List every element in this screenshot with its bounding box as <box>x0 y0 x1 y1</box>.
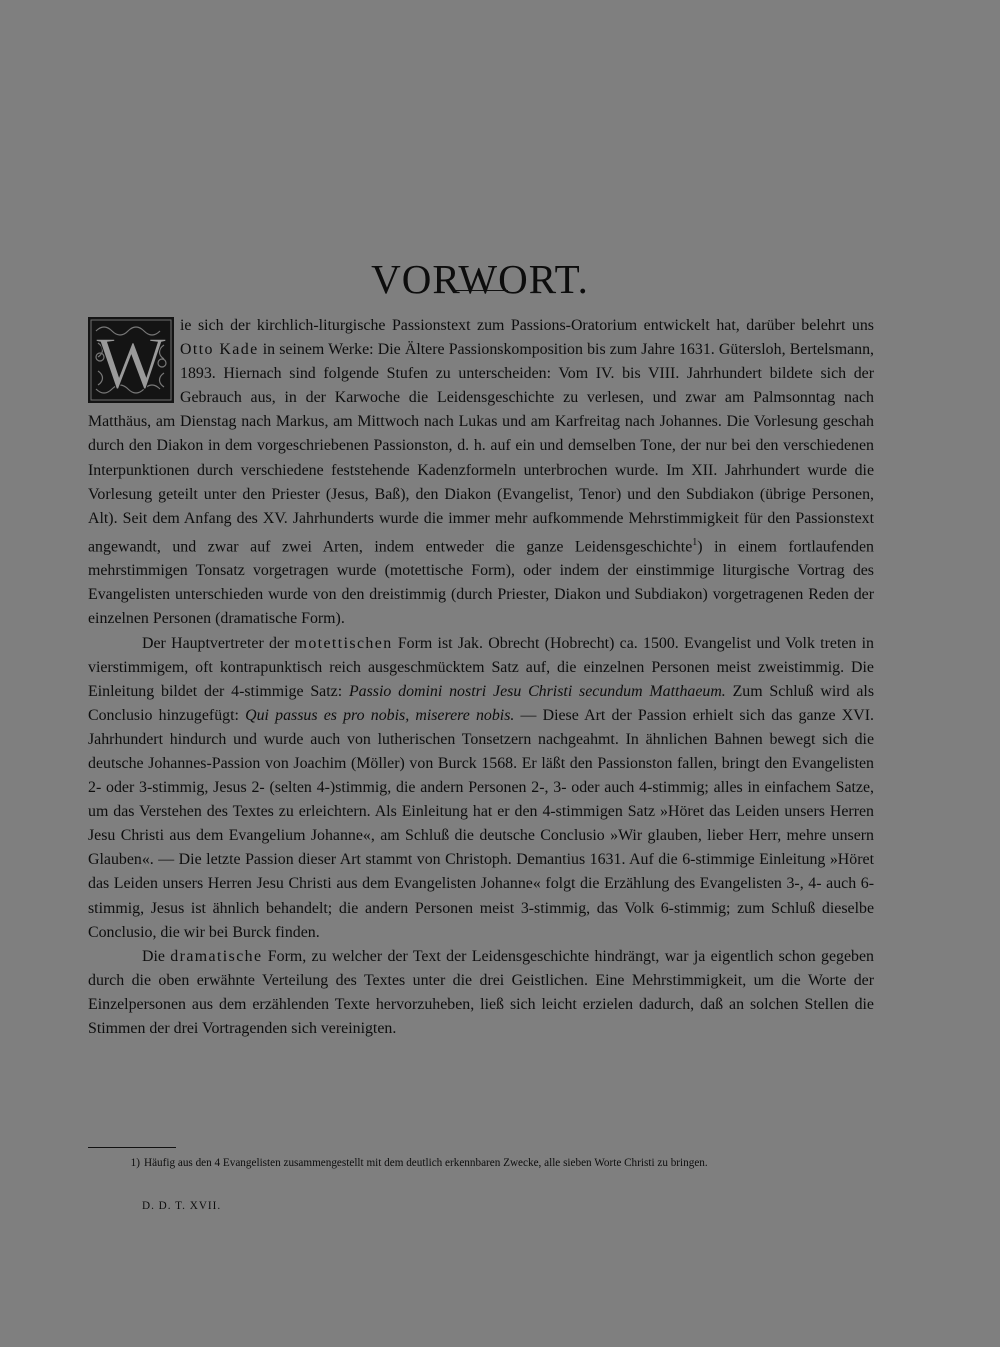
text-segment: Die <box>142 947 171 965</box>
text-segment: Zum Schluß wird als Conclusio hinzugefügt: <box>88 682 874 724</box>
text-segment: Otto Kade <box>180 341 259 359</box>
text-segment: Passio domini nostri Jesu Christi secundum Matthaeum. <box>348 682 726 700</box>
ornament-icon <box>88 317 174 403</box>
text-segment: Form ist Jak. Obrecht (Hobrecht) ca. 1500. Evangelist und Volk treten in vierstimmigem, oft kontrapunktisch reich ausgeschmücktem Satz auf, die einzelnen Personen meist zweistimmig. Die Einleitung bildet der 4-stimmige Satz: <box>88 634 874 700</box>
page-title: VORWORT. <box>371 256 589 303</box>
main-text <box>88 314 874 1041</box>
text-segment: dramatische <box>170 947 263 965</box>
text-segment: motettischen <box>294 634 393 652</box>
paragraph-1 <box>88 314 874 632</box>
signature-mark: D. D. T. XVII. <box>142 1200 222 1212</box>
paragraph-3 <box>88 945 874 1041</box>
initial-letter: W <box>96 323 166 403</box>
text-segment: Der Hauptvertreter der <box>142 634 295 652</box>
decorated-initial-w <box>88 317 174 403</box>
title-divider <box>452 290 508 291</box>
text-segment: — Diese Art der Passion erhielt sich das ganze XVI. Jahrhundert hindurch und wurde auch von lutherischen Tonsetzern nachgeahmt. In ähnlichen Bahnen bewegt sich die deutsche Johannes-Passion von Joachim (Möller) von Burck 1568. Er läßt den Passionston fallen, bringt den Evangelisten 2- oder 3-stimmig, Jesus 2- (selten 4-)stimmig, die andern Personen 2-, 3- oder auch 4-stimmig; alles in einfachem Satze, um das Verstehen des Textes zu erleichtern. Als Einleitung hat er den 4-stimmigen Satz »Höret das Leiden unsers Herren Jesu Christi aus dem Evangelium Johanne«, am Schluß die deutsche Conclusio »Wir glauben, lieber Herr, mehre unsern Glauben«. — Die letzte Passion dieser Art stammt von Christoph. Demantius 1631. Auf die 6-stimmige Einleitung »Höret das Leiden unsers Herren Jesu Christi aus dem Evangelisten Johanne« folgt die Erzählung des Evangelisten 3-, 4- auch 6-stimmig, Jesus ist ähnlich behandelt; die andern Personen meist 3-stimmig, das Volk 6-stimmig; zum Schluß dieselbe Conclusio, die wir bei Burck finden. <box>88 706 874 941</box>
text-segment: Qui passus es pro nobis, miserere nobis. <box>245 706 515 724</box>
paragraph-2 <box>88 632 874 945</box>
footnote-divider <box>88 1147 176 1148</box>
text-segment: 1 <box>692 536 698 548</box>
text-segment: ) in einem fortlaufenden mehrstimmigen Tonsatz vorgetragen wurde (motettische Form), oder indem der einstimmige liturgische Vortrag des Evangelisten unterschieden wurde von den dreistimmig (durch Priester, Diakon und Subdiakon) vorgetragenen Reden der einzelnen Personen (dramatische Form). <box>88 538 874 628</box>
text-segment: ie sich der kirchlich-liturgische Passionstext zum Passions-Oratorium entwickelt hat, darüber belehrt uns <box>180 317 874 334</box>
text-segment: in seinem Werke: Die Ältere Passionskomposition bis zum Jahre 1631. Gütersloh, Bertelsmann, 1893. Hiernach sind folgende Stufen zu unterscheiden: Vom IV. bis VIII. Jahrhundert bildete sich der Gebrauch aus, in der Karwoche die Leidensgeschichte zu verlesen, und zwar am Palmsonntag nach Matthäus, am Dienstag nach Markus, am Mittwoch nach Lukas und am Karfreitag nach Johannes. Die Vorlesung geschah durch den Diakon in dem vorgeschriebenen Passionston, d. h. auf ein und demselben Tone, der nur bei den verschiedenen Interpunktionen durch verschiedene feststehende Kadenzformeln unterbrochen wurde. Im XII. Jahrhundert wurde die Vorlesung geteilt unter den Priester (Jesus, Baß), den Diakon (Evangelist, Tenor) und den Subdiakon (übrige Personen, Alt). Seit dem Anfang des XV. Jahrhunderts wurde die immer mehr aufkommende Mehrstimmigkeit für den Passionstext angewandt, und zwar auf zwei Arten, indem entweder die ganze Leidensgeschichte <box>88 341 874 556</box>
text-segment: Form, zu welcher der Text der Leidensgeschichte hindrängt, war ja eigentlich schon gegeben durch die oben erwähnte Verteilung des Textes unter die drei Geistlichen. Eine Mehrstimmigkeit, um die Worte der Einzelpersonen aus dem erzählenden Texte hervorzuheben, ließ sich leicht erzielen dadurch, daß an solchen Stellen die Stimmen der drei Vortragenden sich vereinigten. <box>88 947 874 1038</box>
footnote <box>88 1156 874 1171</box>
footnote-mark: 1) <box>130 1157 140 1169</box>
footnote-text: Häufig aus den 4 Evangelisten zusammengestellt mit dem deutlich erkennbaren Zwecke, alle sieben Worte Christi zu bringen. <box>144 1157 708 1169</box>
